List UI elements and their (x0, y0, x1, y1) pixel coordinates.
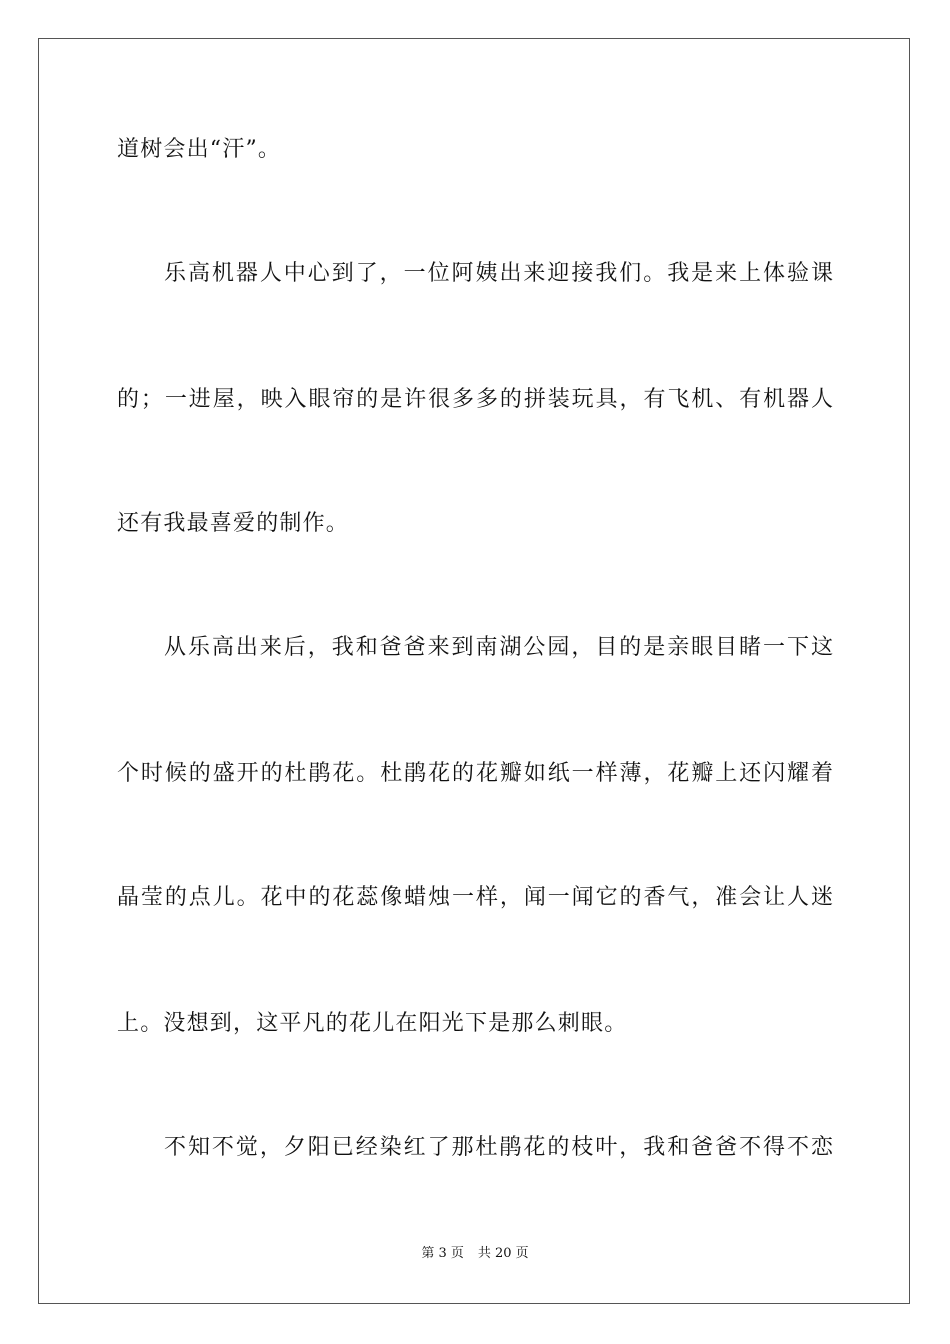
paragraph-line: 晶莹的点儿。花中的花蕊像蜡烛一样，闻一闻它的香气，准会让人迷 (117, 885, 833, 910)
page-border (38, 38, 910, 1304)
paragraph-line: 个时候的盛开的杜鹃花。杜鹃花的花瓣如纸一样薄，花瓣上还闪耀着 (117, 761, 833, 786)
total-pages: 共 20 页 (477, 1246, 529, 1261)
page-footer (0, 1245, 950, 1263)
paragraph-line: 的；一进屋，映入眼帘的是许很多多的拼装玩具，有飞机、有机器人 (117, 387, 833, 412)
paragraph-line: 上。没想到，这平凡的花儿在阳光下是那么刺眼。 (117, 1011, 628, 1036)
paragraph-line: 道树会出“汗”。 (117, 137, 282, 162)
page-number: 第 3 页 (421, 1246, 464, 1261)
paragraph-line: 还有我最喜爱的制作。 (117, 511, 350, 536)
paragraph-line: 从乐高出来后，我和爸爸来到南湖公园，目的是亲眼目睹一下这 (164, 635, 833, 660)
paragraph-line: 乐高机器人中心到了，一位阿姨出来迎接我们。我是来上体验课 (164, 261, 833, 286)
paragraph-line: 不知不觉，夕阳已经染红了那杜鹃花的枝叶，我和爸爸不得不恋 (164, 1135, 833, 1160)
